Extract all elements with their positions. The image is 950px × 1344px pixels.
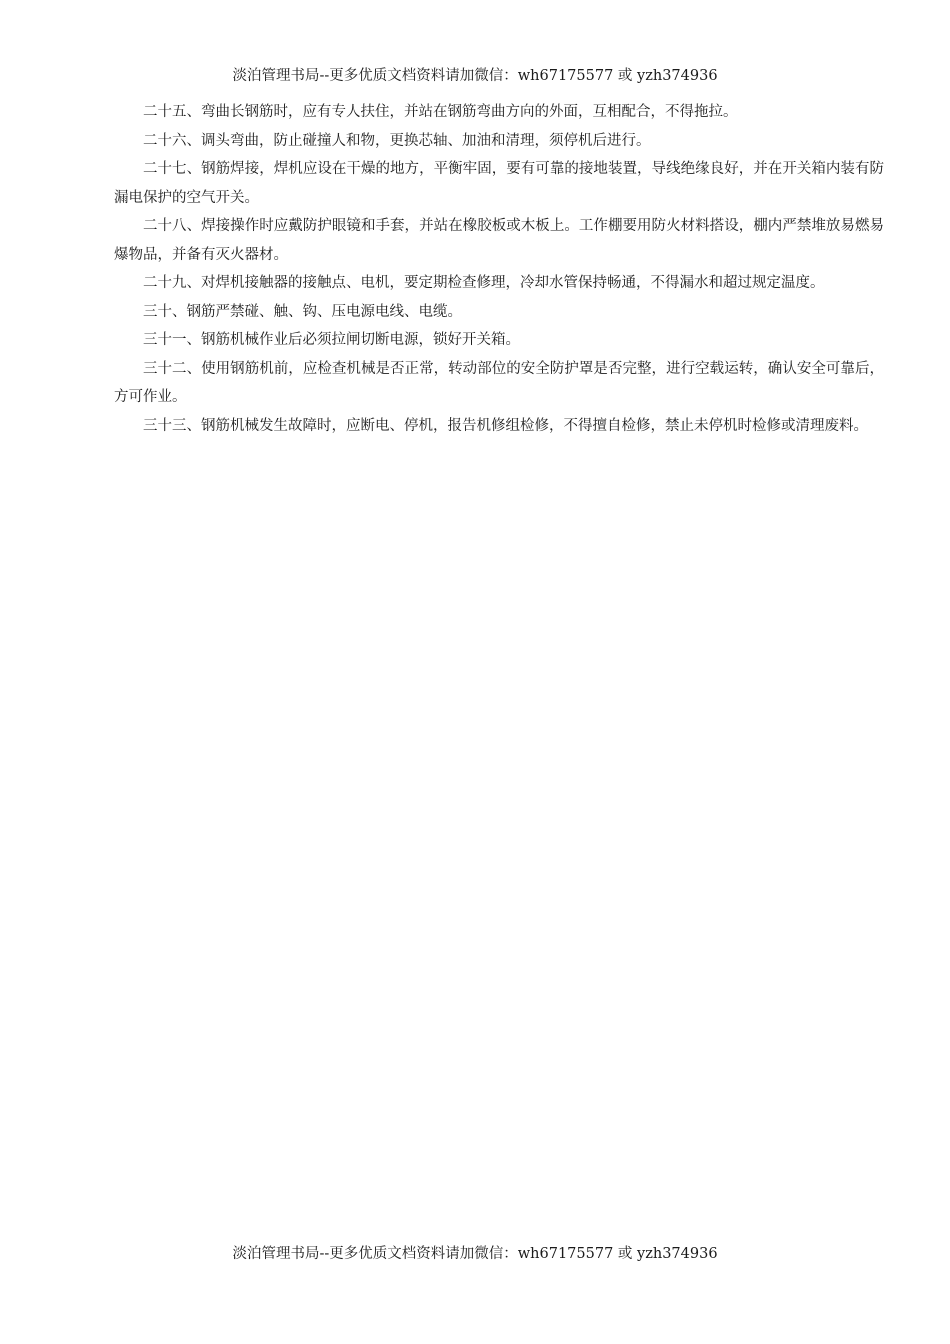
paragraph-27: 二十七、钢筋焊接，焊机应设在干燥的地方，平衡牢固，要有可靠的接地装置，导线绝缘良好，并在开关箱内装有防漏电保护的空气开关。 bbox=[114, 161, 884, 206]
paragraph-29: 二十九、对焊机接触器的接触点、电机，要定期检查修理，冷却水管保持畅通，不得漏水和超过规定温度。 bbox=[143, 275, 825, 291]
paragraph-31: 三十一、钢筋机械作业后必须拉闸切断电源，锁好开关箱。 bbox=[143, 332, 520, 348]
page-footer: 淡泊管理书局--更多优质文档资料请加微信：wh67175577 或 yzh374936 bbox=[232, 1246, 718, 1262]
page-header: 淡泊管理书局--更多优质文档资料请加微信：wh67175577 或 yzh374936 bbox=[232, 68, 718, 84]
paragraph-30: 三十、钢筋严禁碰、触、钩、压电源电线、电缆。 bbox=[143, 303, 462, 320]
paragraph-28: 二十八、焊接操作时应戴防护眼镜和手套，并站在橡胶板或木板上。工作棚要用防火材料搭设，棚内严禁堆放易燃易爆物品，并备有灭火器材。 bbox=[114, 218, 884, 263]
paragraph-25: 二十五、弯曲长钢筋时，应有专人扶住，并站在钢筋弯曲方向的外面，互相配合，不得拖拉。 bbox=[143, 104, 738, 120]
paragraph-26: 二十六、调头弯曲，防止碰撞人和物，更换芯轴、加油和清理，须停机后进行。 bbox=[143, 132, 651, 149]
document-body bbox=[114, 98, 884, 440]
paragraph-33: 三十三、钢筋机械发生故障时，应断电、停机，报告机修组检修，不得擅自检修，禁止未停机时检修或清理废料。 bbox=[143, 417, 868, 434]
paragraph-32: 三十二、使用钢筋机前，应检查机械是否正常，转动部位的安全防护罩是否完整，进行空载运转，确认安全可靠后，方可作业。 bbox=[114, 360, 884, 405]
